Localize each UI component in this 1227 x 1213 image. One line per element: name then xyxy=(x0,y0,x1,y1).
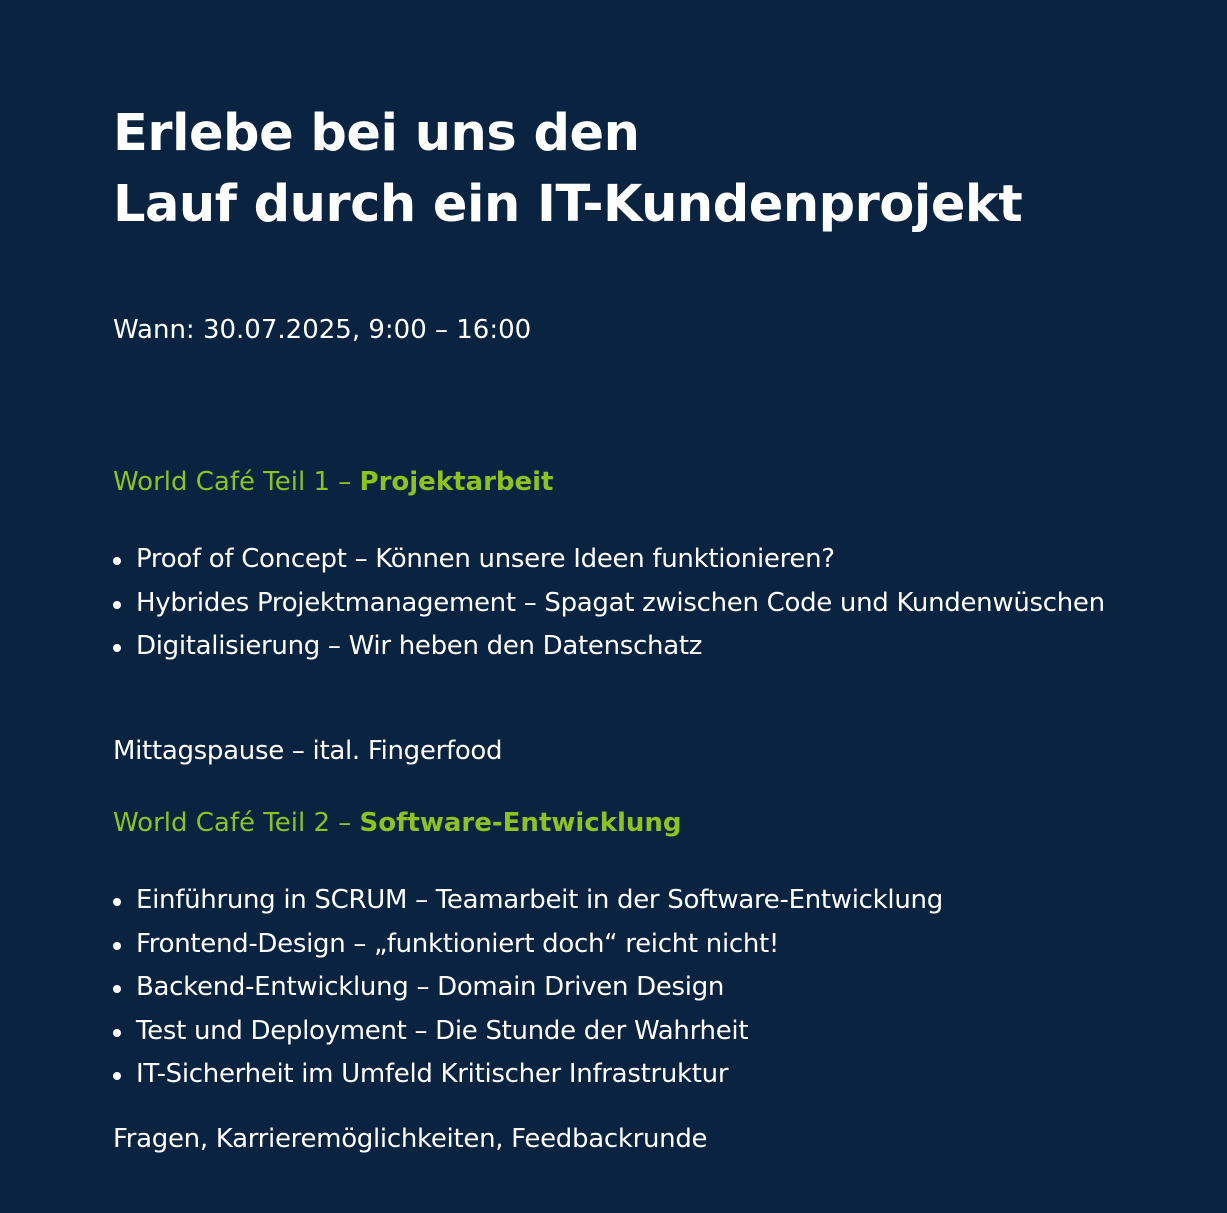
lunch-break: Mittagspause – ital. Fingerfood xyxy=(113,736,503,766)
closing-session: Fragen, Karrieremöglichkeiten, Feedbackrunde xyxy=(113,1124,708,1154)
page-title xyxy=(113,98,1022,240)
title-line-2: Lauf durch ein IT-Kundenprojekt xyxy=(113,175,1023,234)
section-title-prefix: World Café Teil 1 – xyxy=(113,467,360,497)
agenda-list-part-1 xyxy=(113,538,1113,669)
list-item: Backend-Entwicklung – Domain Driven Design xyxy=(113,966,1113,1010)
list-item: Hybrides Projektmanagement – Spagat zwischen Code und Kundenwüschen xyxy=(113,582,1113,626)
agenda-list-part-2 xyxy=(113,879,1113,1097)
list-item: IT-Sicherheit im Umfeld Kritischer Infrastruktur xyxy=(113,1053,1113,1097)
list-item: Test und Deployment – Die Stunde der Wahrheit xyxy=(113,1010,1113,1054)
section-title-bold: Software-Entwicklung xyxy=(359,808,682,838)
list-item: Frontend-Design – „funktioniert doch“ reicht nicht! xyxy=(113,923,1113,967)
title-line-1: Erlebe bei uns den xyxy=(113,104,640,163)
section-title-bold: Projektarbeit xyxy=(359,467,554,497)
event-date-time: Wann: 30.07.2025, 9:00 – 16:00 xyxy=(113,315,532,345)
section-title-projektarbeit xyxy=(113,462,554,502)
section-title-software-entwicklung xyxy=(113,803,682,843)
section-title-prefix: World Café Teil 2 – xyxy=(113,808,360,838)
list-item: Digitalisierung – Wir heben den Datenschatz xyxy=(113,625,1113,669)
list-item: Proof of Concept – Können unsere Ideen funktionieren? xyxy=(113,538,1113,582)
list-item: Einführung in SCRUM – Teamarbeit in der Software-Entwicklung xyxy=(113,879,1113,923)
